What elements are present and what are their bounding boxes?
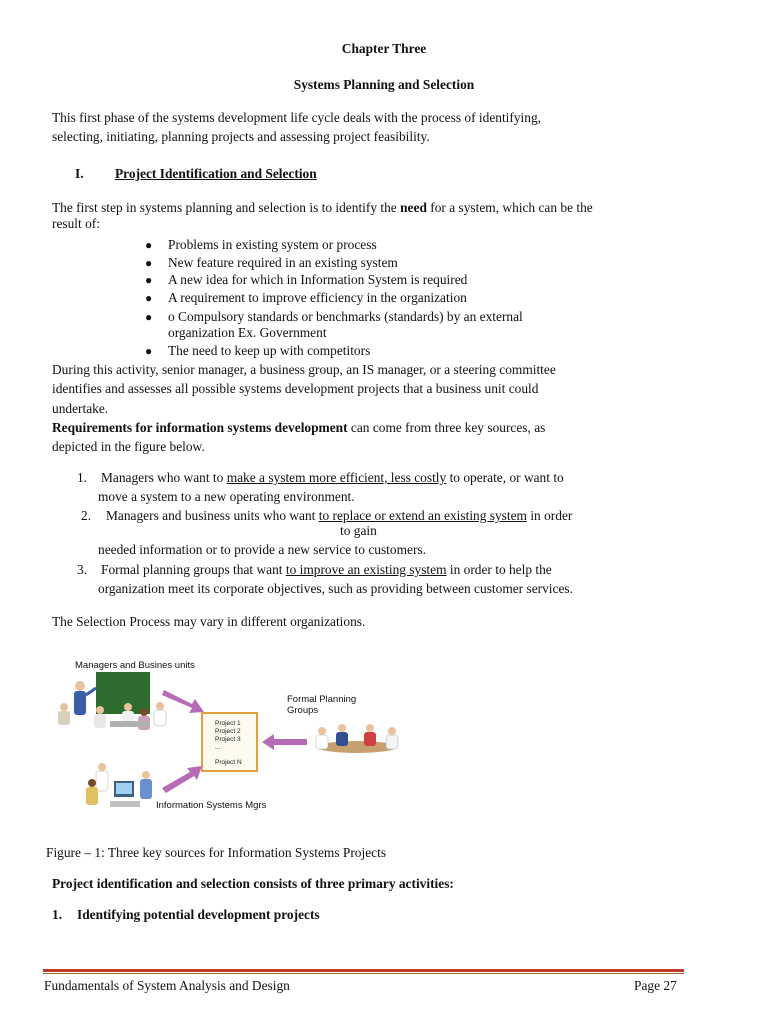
bullet-item: Problems in existing system or process bbox=[168, 237, 377, 252]
project-list-document-icon bbox=[202, 713, 257, 771]
activities-intro: Project identification and selection consists of three primary activities: bbox=[52, 876, 454, 891]
svg-text:...: ... bbox=[215, 744, 221, 751]
bullet-item: New feature required in an existing system bbox=[168, 255, 398, 270]
intro-line-1: This first phase of the systems development life cycle deals with the process of identifying, bbox=[52, 110, 542, 125]
list-item-2-line-3: needed information or to provide a new service to customers. bbox=[98, 542, 426, 557]
list-item-1-line-2: move a system to a new operating environment. bbox=[98, 489, 355, 504]
footer-book-title: Fundamentals of System Analysis and Design bbox=[44, 978, 290, 993]
figure-label-managers: Managers and Busines units bbox=[75, 660, 195, 671]
formal-planning-group-icon bbox=[316, 724, 398, 753]
selection-process-line: The Selection Process may vary in different organizations. bbox=[52, 614, 366, 629]
bullet-item: A new idea for which in Information System is required bbox=[168, 272, 468, 287]
para1-line-2: result of: bbox=[52, 216, 100, 231]
list-item-2-number: 2. bbox=[81, 508, 92, 523]
figure-caption: Figure – 1: Three key sources for Information Systems Projects bbox=[46, 845, 387, 860]
para3-line-2: depicted in the figure below. bbox=[52, 439, 205, 454]
para3-line-1: Requirements for information systems development can come from three key sources, as bbox=[52, 420, 546, 435]
bullet-dot: ● bbox=[145, 291, 153, 305]
arrow-formal-icon bbox=[262, 734, 307, 750]
is-managers-group-icon bbox=[86, 763, 152, 807]
para2-line-3: undertake. bbox=[52, 401, 109, 416]
activity-1-number: 1. bbox=[52, 907, 63, 922]
footer-rule-thin bbox=[43, 973, 684, 974]
bullet-dot: ● bbox=[145, 273, 153, 287]
bullet-dot: ● bbox=[145, 256, 153, 270]
activity-1-text: Identifying potential development projects bbox=[77, 907, 320, 922]
svg-text:Project 1: Project 1 bbox=[215, 720, 241, 727]
arrow-managers-icon bbox=[162, 690, 204, 713]
para2-line-1: During this activity, senior manager, a business group, an IS manager, or a steering committee bbox=[52, 362, 556, 377]
list-item-3-line-1: Formal planning groups that want to improve an existing system in order to help the bbox=[101, 562, 552, 577]
bullet-item: o Compulsory standards or benchmarks (standards) by an external bbox=[168, 309, 523, 324]
bullet-item: The need to keep up with competitors bbox=[168, 343, 371, 358]
footer-page-number: Page 27 bbox=[634, 978, 677, 993]
heading-number: I. bbox=[75, 166, 84, 181]
three-sources-figure bbox=[52, 655, 417, 830]
para1-line-1: The first step in systems planning and selection is to identify the need for a system, which can be the bbox=[52, 200, 593, 215]
bullet-dot: ● bbox=[145, 344, 153, 358]
list-item-1-line-1: Managers who want to make a system more efficient, less costly to operate, or want to bbox=[101, 470, 564, 485]
bullet-dot: ● bbox=[145, 310, 153, 324]
footer-rule bbox=[43, 969, 684, 972]
intro-line-2: selecting, initiating, planning projects and assessing project feasibility. bbox=[52, 129, 430, 144]
bullet-item-continuation: organization Ex. Government bbox=[168, 325, 327, 340]
list-item-2-line-2: to gain bbox=[340, 523, 377, 538]
bullet-item: A requirement to improve efficiency in the organization bbox=[168, 290, 467, 305]
bullet-dot: ● bbox=[145, 238, 153, 252]
svg-text:Project 3: Project 3 bbox=[215, 736, 241, 743]
para2-line-2: identifies and assesses all possible systems development projects that a business unit could bbox=[52, 381, 539, 396]
arrow-is-icon bbox=[162, 766, 202, 793]
section-title: Systems Planning and Selection bbox=[293, 77, 475, 92]
svg-text:Project N: Project N bbox=[215, 759, 242, 766]
list-item-3-number: 3. bbox=[77, 562, 88, 577]
presentation-board-icon bbox=[96, 672, 150, 714]
heading-text: Project Identification and Selection bbox=[115, 166, 317, 181]
list-item-1-number: 1. bbox=[77, 470, 88, 485]
figure-label-formal-2: Groups bbox=[287, 705, 319, 716]
figure-label-formal-1: Formal Planning bbox=[287, 694, 357, 705]
svg-text:Project 2: Project 2 bbox=[215, 728, 241, 735]
list-item-3-line-2: organization meet its corporate objectives, such as providing between customer services. bbox=[98, 581, 573, 596]
chapter-title: Chapter Three bbox=[341, 41, 427, 56]
list-item-2-line-1: Managers and business units who want to replace or extend an existing system in order bbox=[106, 508, 573, 523]
figure-label-is: Information Systems Mgrs bbox=[156, 800, 267, 811]
